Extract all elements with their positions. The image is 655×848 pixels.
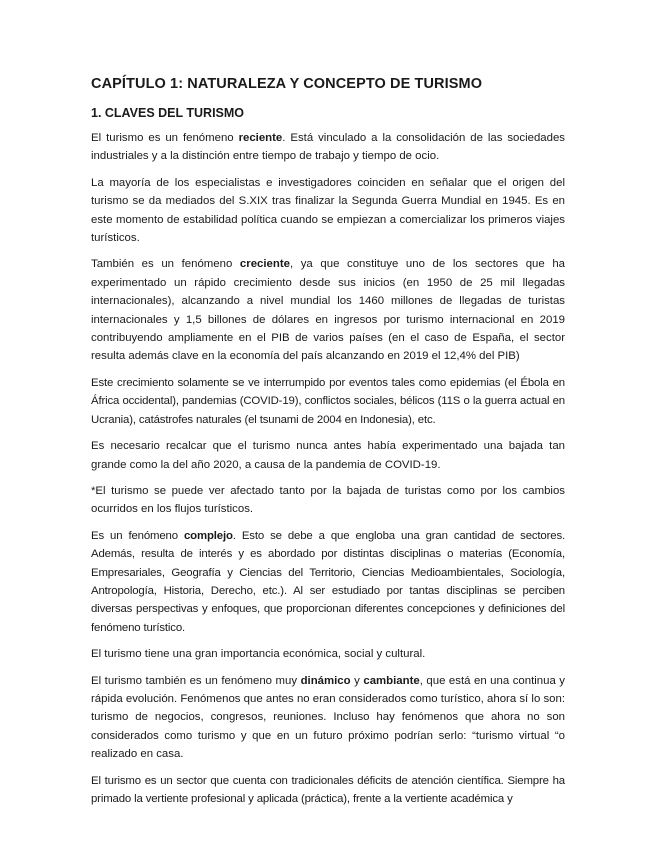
paragraph-nota: *El turismo se puede ver afectado tanto por la bajada de turistas como por los cambios ocurridos en los flujos turísticos. [91,484,565,516]
paragraph-creciente: También es un fenómeno creciente, ya que constituye uno de los sectores que ha experimentado un rápido crecimiento desde sus inicios (en 1950 de 25 mil llegadas internacionales), alcanzando a nivel mundial los 1460 millones de llegadas de turistas internacionales y 1,5 billones de dólares en ingresos por turismo internacional en 2019 contribuyendo ampliamente en el PIB de varios países (en el caso de España, el sector resulta además clave en la economía del país alcanzando en 2019 el 12,4% del PIB) [91,258,566,363]
paragraph-dinamico: El turismo también es un fenómeno muy dinámico y cambiante, que está en una continua y rápida evolución. Fenómenos que antes no eran considerados como turístico, ahora sí lo son: turismo de negocios, congresos, reuniones. Incluso hay fenómenos que ahora no son considerados como turismo y que en un futuro próximo podrían serlo: “turismo virtual “o realizado en casa. [91,674,566,761]
section-title: 1. CLAVES DEL TURISMO [91,106,245,120]
paragraph-deficits: El turismo es un sector que cuenta con tradicionales déficits de atención científica. Siempre ha primado la vertiente profesional y aplicada (práctica), frente a la vertiente académica y [91,774,565,805]
keyword-cambiante: cambiante [363,674,420,687]
keyword-dinamico: dinámico [300,674,351,687]
paragraph-reciente: El turismo es un fenómeno reciente. Está vinculado a la consolidación de las sociedades industriales y a la distinción entre tiempo de trabajo y tiempo de ocio. [91,132,565,163]
paragraph-interrupciones: Este crecimiento solamente se ve interrumpido por eventos tales como epidemias (el Ébola en África occidental), pandemias (COVID-19), conflictos sociales, bélicos (11S o la guerra actual en Ucrania), catástrofes naturales (el tsunami de 2004 en Indonesia), etc. [91,376,565,426]
paragraph-origen: La mayoría de los especialistas e investigadores coinciden en señalar que el origen del turismo se da mediados del S.XIX tras finalizar la Segunda Guerra Mundial en 1945. Es en este momento de estabilidad política cuando se empiezan a comercializar los primeros viajes turísticos. [91,176,565,245]
keyword-reciente: reciente [238,132,283,144]
paragraph-pandemia: Es necesario recalcar que el turismo nunca antes había experimentado una bajada tan grande como la del año 2020, a causa de la pandemia de COVID-19. [91,440,565,471]
paragraph-importancia: El turismo tiene una gran importancia económica, social y cultural. [91,648,426,661]
document-body [91,76,565,816]
chapter-title: CAPÍTULO 1: NATURALEZA Y CONCEPTO DE TURISMO [91,76,483,92]
paragraph-complejo: Es un fenómeno complejo. Esto se debe a que engloba una gran cantidad de sectores. Además, resulta de interés y es abordado por distintas disciplinas o materias (Economía, Empresariales, Geografía y Ciencias del Territorio, Ciencias Medioambientales, Sociología, Antropología, Historia, Derecho, etc.). Al ser estudiado por tantas disciplinas se perciben diversas perspectivas y enfoques, que proporcionan diferentes concepciones y definiciones del fenómeno turístico. [91,529,566,634]
keyword-complejo: complejo [183,529,233,542]
keyword-creciente: creciente [239,258,290,271]
